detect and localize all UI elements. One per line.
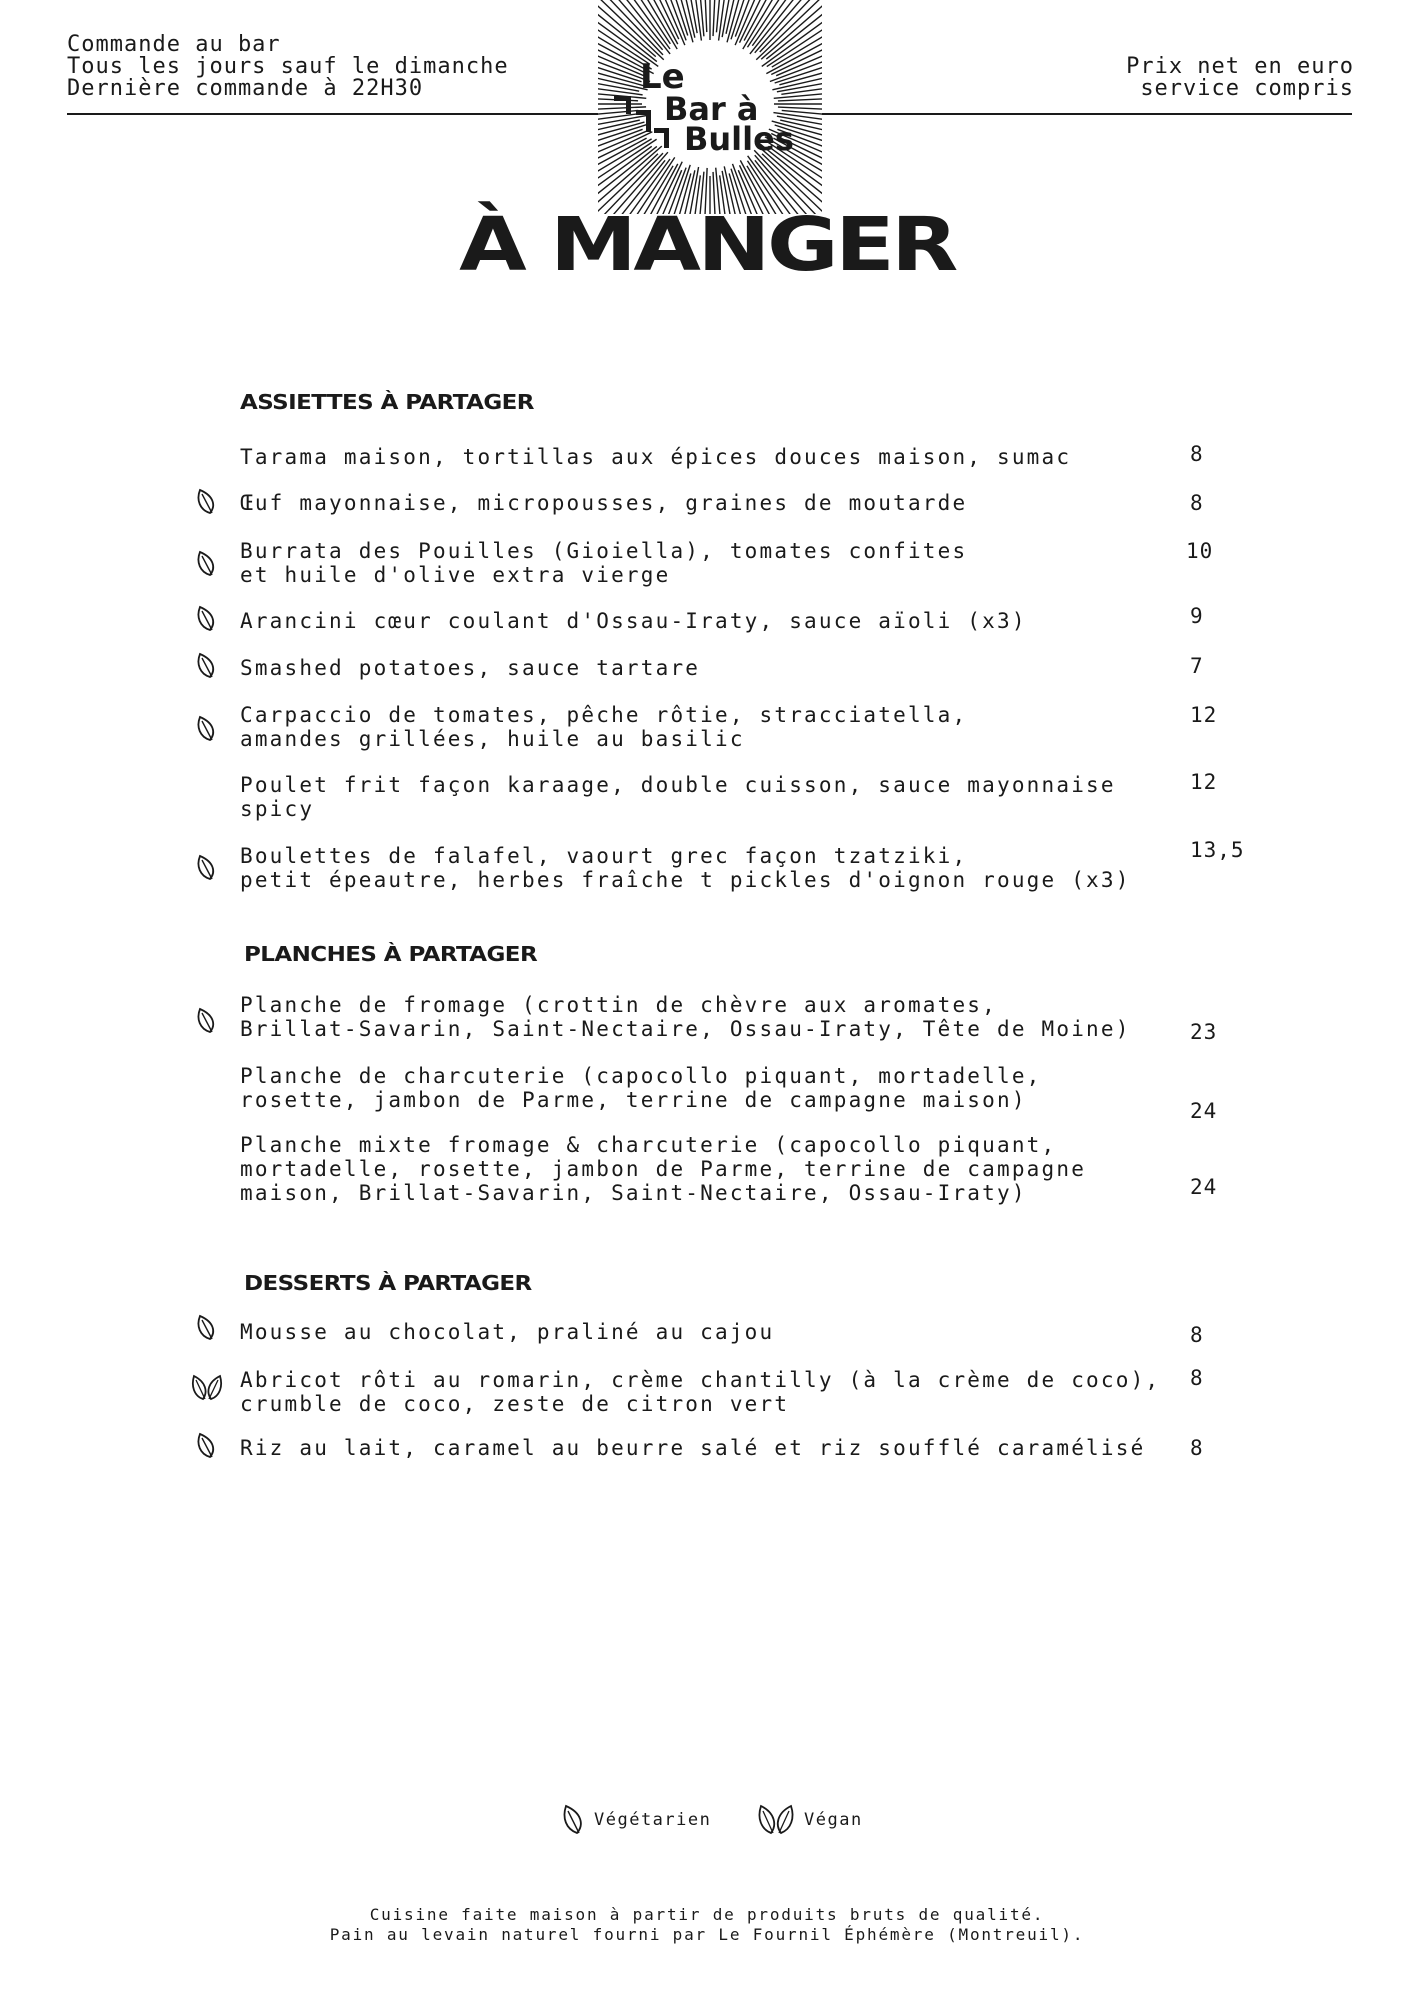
menu-item-price: 8 bbox=[1190, 1436, 1204, 1460]
menu-item bbox=[240, 773, 1140, 821]
section-title-desserts: DESSERTS À PARTAGER bbox=[244, 1271, 532, 1295]
menu-item-description: Tarama maison, tortillas aux épices douces maison, sumac bbox=[240, 445, 1072, 469]
menu-item-description: Arancini cœur coulant d'Ossau-Iraty, sauce aïoli (x3) bbox=[240, 609, 1027, 633]
menu-item bbox=[240, 1133, 1140, 1205]
vegan-leaf-icon bbox=[190, 1372, 224, 1402]
header-divider-right bbox=[820, 113, 1352, 115]
menu-item bbox=[240, 1064, 1140, 1112]
menu-item bbox=[240, 993, 1140, 1041]
menu-item bbox=[240, 609, 1140, 633]
section-title-planches: PLANCHES À PARTAGER bbox=[244, 942, 538, 966]
order-info-line: Dernière commande à 22H30 bbox=[67, 76, 424, 101]
menu-item-price: 12 bbox=[1190, 770, 1218, 794]
menu-item-description: Riz au lait, caramel au beurre salé et riz soufflé caramélisé bbox=[240, 1436, 1146, 1460]
section-title-assiettes: ASSIETTES À PARTAGER bbox=[240, 390, 534, 414]
order-info-line: Tous les jours sauf le dimanche bbox=[67, 54, 509, 79]
menu-item-description: Œuf mayonnaise, micropousses, graines de moutarde bbox=[240, 491, 968, 515]
legend-vegetarian-label: Végétarien bbox=[594, 1810, 712, 1830]
menu-item-description: Smashed potatoes, sauce tartare bbox=[240, 656, 701, 680]
menu-item-description: Carpaccio de tomates, pêche rôtie, stracciatella, amandes grillées, huile au basilic bbox=[240, 703, 968, 751]
menu-item-price: 10 bbox=[1186, 539, 1214, 563]
menu-item bbox=[240, 539, 1140, 587]
menu-item-price: 23 bbox=[1190, 1020, 1218, 1044]
menu-item bbox=[240, 844, 1140, 892]
menu-item-description: Abricot rôti au romarin, crème chantilly (à la crème de coco), crumble de coco, zeste de citron vert bbox=[240, 1368, 1161, 1416]
menu-item-price: 13,5 bbox=[1190, 838, 1245, 862]
legend-vegan-label: Végan bbox=[804, 1810, 863, 1830]
menu-item-price: 24 bbox=[1190, 1099, 1218, 1123]
footer-note bbox=[0, 1905, 1414, 1945]
menu-item-description: Poulet frit façon karaage, double cuisson, sauce mayonnaise spicy bbox=[240, 773, 1116, 821]
menu-item-price: 7 bbox=[1190, 654, 1204, 678]
menu-item-price: 12 bbox=[1190, 703, 1218, 727]
menu-item-description: Planche de fromage (crottin de chèvre aux aromates, Brillat-Savarin, Saint-Nectaire, Ossau-Iraty, Tête de Moine) bbox=[240, 993, 1131, 1041]
logo-text-bulles: Bulles bbox=[684, 120, 794, 158]
order-info-line: Commande au bar bbox=[67, 32, 281, 57]
vegetarian-leaf-icon bbox=[194, 1005, 220, 1035]
menu-item-description: Planche de charcuterie (capocollo piquant, mortadelle, rosette, jambon de Parme, terrine de campagne maison) bbox=[240, 1064, 1042, 1112]
menu-item bbox=[240, 1320, 1140, 1344]
footer-line: Cuisine faite maison à partir de produits bruts de qualité. bbox=[369, 1905, 1045, 1924]
footer-line: Pain au levain naturel fourni par Le Fournil Éphémère (Montreuil). bbox=[329, 1925, 1085, 1944]
vegetarian-leaf-icon bbox=[194, 1312, 220, 1342]
menu-item bbox=[240, 1368, 1161, 1416]
menu-item-price: 8 bbox=[1190, 1323, 1204, 1347]
menu-item-description: Boulettes de falafel, vaourt grec façon tzatziki, petit épeautre, herbes fraîche t pickles d'oignon rouge (x3) bbox=[240, 844, 1131, 892]
menu-item-price: 8 bbox=[1190, 1366, 1204, 1390]
price-info-line: Prix net en euro bbox=[1126, 54, 1354, 79]
menu-item-description: Planche mixte fromage & charcuterie (capocollo piquant, mortadelle, rosette, jambon de Parme, terrine de campagne maison, Brillat-Savarin, Saint-Nectaire, Ossau-Iraty) bbox=[240, 1133, 1087, 1205]
price-info bbox=[1126, 56, 1354, 100]
header-divider-left bbox=[67, 113, 600, 115]
menu-item-price: 8 bbox=[1190, 442, 1204, 466]
price-info-line: service compris bbox=[1140, 76, 1354, 101]
menu-item-price: 24 bbox=[1190, 1175, 1218, 1199]
menu-item-price: 8 bbox=[1190, 491, 1204, 515]
menu-item bbox=[240, 491, 1140, 515]
bar-a-bulles-logo bbox=[598, 0, 822, 214]
logo-text-bar-a: Bar à bbox=[664, 90, 759, 128]
vegetarian-leaf-icon bbox=[194, 713, 220, 743]
vegan-leaf-icon bbox=[756, 1802, 796, 1836]
vegetarian-leaf-icon bbox=[194, 852, 220, 882]
vegetarian-leaf-icon bbox=[194, 603, 220, 633]
vegetarian-leaf-icon bbox=[194, 650, 220, 680]
menu-item-description: Burrata des Pouilles (Gioiella), tomates confites et huile d'olive extra vierge bbox=[240, 539, 968, 587]
page-title: À MANGER bbox=[459, 202, 955, 288]
menu-item-price: 9 bbox=[1190, 604, 1204, 628]
menu-item bbox=[240, 1436, 1146, 1460]
logo-text-le: Le bbox=[640, 57, 685, 97]
menu-item bbox=[240, 703, 1140, 751]
menu-item-description: Mousse au chocolat, praliné au cajou bbox=[240, 1320, 775, 1344]
menu-item bbox=[240, 445, 1140, 469]
vegetarian-leaf-icon bbox=[194, 486, 220, 516]
vegetarian-leaf-icon bbox=[560, 1802, 588, 1836]
vegetarian-leaf-icon bbox=[194, 1430, 220, 1460]
menu-item bbox=[240, 656, 1140, 680]
vegetarian-leaf-icon bbox=[194, 548, 220, 578]
order-info bbox=[67, 34, 509, 100]
